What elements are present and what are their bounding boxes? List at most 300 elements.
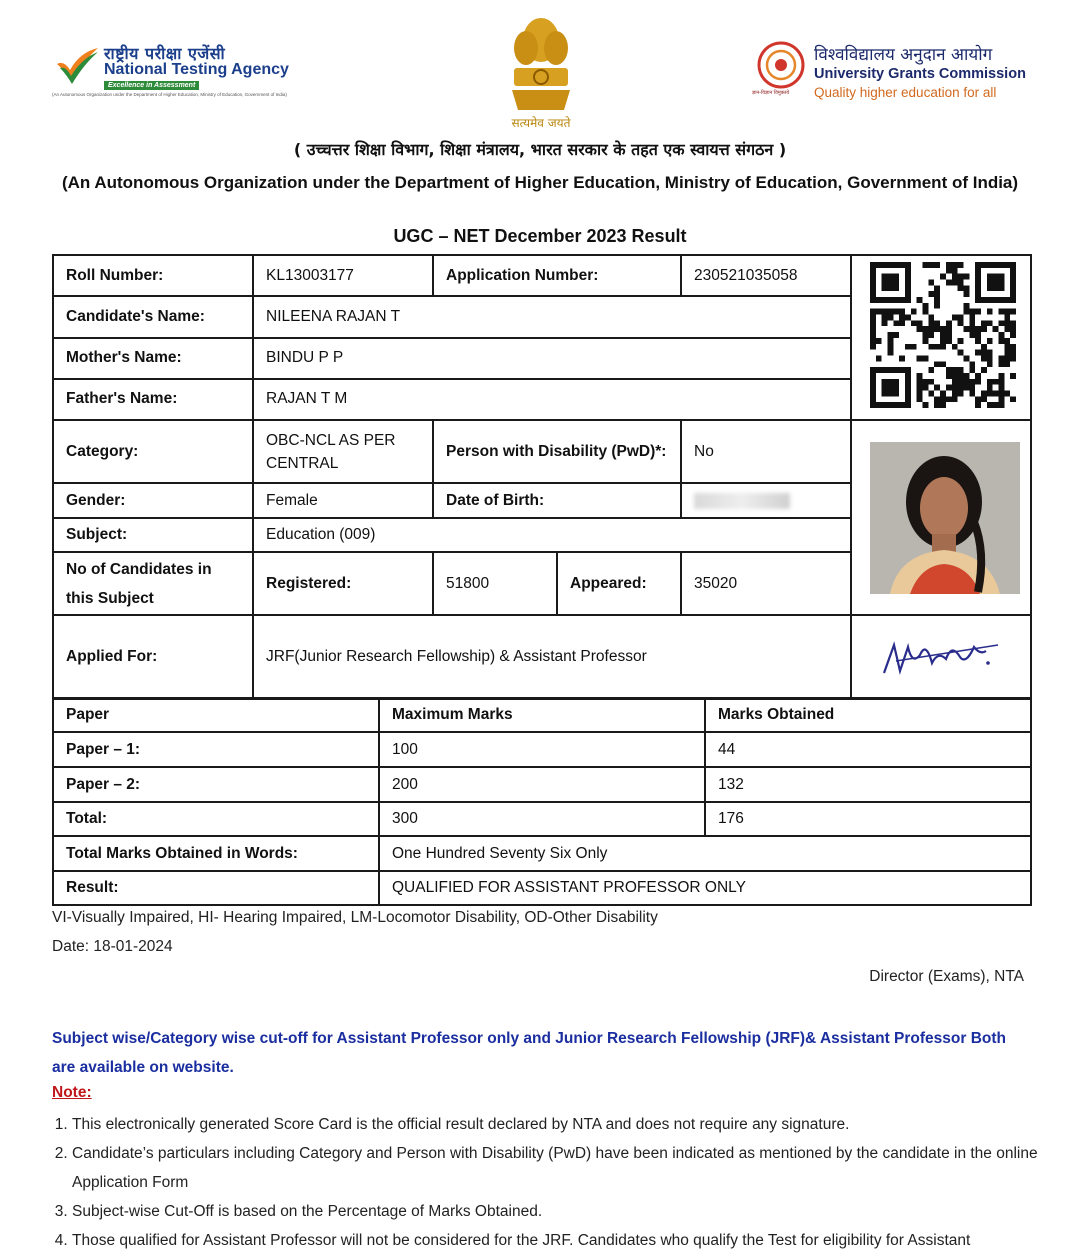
paper-name: Total:: [53, 802, 379, 836]
qr-module: [905, 373, 911, 379]
result-date: Date: 18-01-2024: [52, 938, 173, 955]
qr-module: [998, 385, 1004, 391]
qr-module: [958, 350, 964, 356]
qr-module: [870, 373, 876, 379]
qr-module: [1010, 344, 1016, 350]
qr-module: [958, 373, 964, 379]
qr-module: [946, 326, 952, 332]
qr-module: [969, 326, 975, 332]
qr-module: [923, 326, 929, 332]
qr-module: [917, 396, 923, 402]
national-emblem: [500, 10, 582, 132]
qr-module: [975, 379, 981, 385]
qr-module: [923, 262, 929, 268]
qr-module: [934, 344, 940, 350]
qr-module: [876, 297, 882, 303]
nta-hindi-name: राष्ट्रीय परीक्षा एजेंसी: [104, 44, 226, 63]
qr-module: [870, 367, 876, 373]
qr-module: [1004, 390, 1010, 396]
qr-module: [981, 367, 987, 373]
qr-module: [940, 344, 946, 350]
qr-module: [1010, 355, 1016, 361]
qr-module: [987, 402, 993, 408]
qr-module: [975, 291, 981, 297]
cutoff-notice: Subject wise/Category wise cut-off for Assistant Professor only and Junior Research Fellowship (JRF)& Assistant Professor Both are available on website.: [52, 1030, 1007, 1076]
qr-module: [998, 297, 1004, 303]
qr-module: [882, 262, 888, 268]
qr-module: [981, 344, 987, 350]
qr-module: [998, 396, 1004, 402]
qr-module: [893, 402, 899, 408]
qr-module: [1004, 315, 1010, 321]
ugc-small-text: ज्ञान-विज्ञान विमुक्तये: [752, 90, 790, 96]
qr-module: [1004, 344, 1010, 350]
qr-module: [899, 315, 905, 321]
qr-module: [917, 355, 923, 361]
qr-module: [905, 291, 911, 297]
qr-module: [888, 338, 894, 344]
qr-module: [870, 326, 876, 332]
qr-module: [969, 361, 975, 367]
candidate-name-label: Candidate's Name:: [53, 296, 253, 337]
applied-for-value: JRF(Junior Research Fellowship) & Assistant Professor: [253, 615, 851, 699]
qr-module: [952, 315, 958, 321]
qr-code: [851, 255, 1031, 420]
qr-module: [928, 344, 934, 350]
qr-module: [1010, 291, 1016, 297]
qr-module: [870, 268, 876, 274]
qr-module: [905, 297, 911, 303]
application-number-label: Application Number:: [433, 255, 681, 296]
qr-module: [998, 274, 1004, 280]
qr-module: [917, 390, 923, 396]
qr-module: [993, 402, 999, 408]
paper-max: 100: [379, 732, 705, 767]
qr-module: [888, 390, 894, 396]
qr-module: [888, 285, 894, 291]
qr-module: [958, 262, 964, 268]
qr-module: [958, 379, 964, 385]
qr-module: [893, 390, 899, 396]
table-row: [53, 767, 1031, 802]
qr-module: [981, 297, 987, 303]
qr-module: [940, 361, 946, 367]
roll-number-label: Roll Number:: [53, 255, 253, 296]
qr-module: [893, 332, 899, 338]
qr-module: [870, 309, 876, 315]
qr-module: [905, 396, 911, 402]
qr-module: [893, 262, 899, 268]
qr-module: [952, 385, 958, 391]
qr-module: [882, 402, 888, 408]
qr-module: [969, 320, 975, 326]
roll-number-value: KL13003177: [253, 255, 433, 296]
paper-obtained: 176: [705, 802, 1031, 836]
qr-module: [969, 390, 975, 396]
qr-module: [905, 367, 911, 373]
applied-for-label: Applied For:: [53, 615, 253, 699]
qr-module: [952, 396, 958, 402]
qr-module: [893, 297, 899, 303]
ugc-tagline: Quality higher education for all: [814, 85, 997, 100]
qr-module: [905, 262, 911, 268]
qr-module: [958, 285, 964, 291]
qr-module: [958, 315, 964, 321]
qr-module: [917, 297, 923, 303]
qr-module: [946, 280, 952, 286]
qr-module: [1010, 285, 1016, 291]
qr-module: [1004, 355, 1010, 361]
qr-module: [993, 390, 999, 396]
qr-module: [905, 390, 911, 396]
qr-module: [963, 326, 969, 332]
qr-module: [946, 262, 952, 268]
qr-module: [870, 390, 876, 396]
paper-obtained: 44: [705, 732, 1031, 767]
qr-module: [975, 332, 981, 338]
qr-module: [888, 297, 894, 303]
qr-module: [952, 274, 958, 280]
qr-module: [940, 338, 946, 344]
qr-module: [870, 274, 876, 280]
paper-name: Paper – 1:: [53, 732, 379, 767]
qr-module: [998, 320, 1004, 326]
qr-module: [917, 379, 923, 385]
qr-module: [1004, 326, 1010, 332]
qr-module: [917, 385, 923, 391]
nta-small-text: (An Autonomous Organization under the Department of Higher Education, Ministry of Education, Government of India): [52, 92, 287, 97]
qr-module: [917, 373, 923, 379]
nta-english-name: National Testing Agency: [104, 61, 289, 78]
qr-module: [940, 326, 946, 332]
marks-obtained-header: Marks Obtained: [705, 698, 1031, 732]
qr-module: [993, 262, 999, 268]
qr-module: [888, 315, 894, 321]
qr-module: [870, 379, 876, 385]
qr-module: [993, 326, 999, 332]
qr-module: [975, 280, 981, 286]
qr-module: [882, 367, 888, 373]
qr-module: [963, 291, 969, 297]
qr-module: [888, 350, 894, 356]
qr-module: [969, 379, 975, 385]
qr-module: [911, 344, 917, 350]
mother-name-value: BINDU P P: [253, 338, 851, 379]
dob-label: Date of Birth:: [433, 483, 681, 518]
qr-module: [963, 385, 969, 391]
qr-module: [923, 402, 929, 408]
qr-module: [975, 285, 981, 291]
qr-module: [882, 285, 888, 291]
nta-tagline: Excellence in Assessment: [104, 81, 199, 90]
qr-module: [958, 274, 964, 280]
qr-module: [987, 355, 993, 361]
qr-module: [963, 355, 969, 361]
table-row: [53, 732, 1031, 767]
qr-module: [876, 262, 882, 268]
page-title: UGC – NET December 2023 Result: [393, 226, 687, 246]
qr-module: [987, 280, 993, 286]
marks-in-words-label: Total Marks Obtained in Words:: [53, 836, 379, 871]
list-item: 4. Those qualified for Assistant Professor will not be considered for the JRF. Candidates who qualify the Test for eligibility for Assistant: [72, 1226, 1052, 1255]
qr-module: [905, 385, 911, 391]
ugc-emblem-icon: [756, 40, 806, 90]
qr-module: [923, 385, 929, 391]
qr-module: [969, 315, 975, 321]
qr-module: [975, 396, 981, 402]
qr-module: [911, 309, 917, 315]
qr-module: [969, 309, 975, 315]
qr-module: [952, 367, 958, 373]
qr-module: [958, 338, 964, 344]
qr-module: [969, 367, 975, 373]
qr-module: [870, 344, 876, 350]
qr-module: [911, 320, 917, 326]
mother-name-label: Mother's Name:: [53, 338, 253, 379]
qr-module: [870, 315, 876, 321]
qr-code-icon: [868, 262, 1018, 408]
qr-module: [969, 385, 975, 391]
qr-module: [1004, 297, 1010, 303]
qr-module: [952, 373, 958, 379]
qr-module: [975, 338, 981, 344]
qr-module: [893, 385, 899, 391]
paper-header: Paper: [53, 698, 379, 732]
qr-module: [1010, 280, 1016, 286]
qr-module: [934, 326, 940, 332]
candidate-photo: [851, 420, 1031, 615]
notes-list: [52, 1110, 1052, 1255]
subject-value: Education (009): [253, 518, 851, 552]
qr-module: [876, 338, 882, 344]
qr-module: [888, 367, 894, 373]
qr-module: [940, 332, 946, 338]
english-subtitle: (An Autonomous Organization under the Department of Higher Education, Ministry of Education, Government of India): [61, 173, 1019, 192]
qr-module: [923, 355, 929, 361]
table-row: [53, 802, 1031, 836]
appeared-value: 35020: [681, 552, 851, 615]
qr-module: [1010, 350, 1016, 356]
gender-label: Gender:: [53, 483, 253, 518]
disability-legend: VI-Visually Impaired, HI- Hearing Impaired, LM-Locomotor Disability, OD-Other Disability: [52, 909, 658, 926]
qr-module: [882, 297, 888, 303]
qr-module: [882, 274, 888, 280]
ugc-hindi-name: विश्वविद्यालय अनुदान आयोग: [814, 45, 993, 65]
qr-module: [975, 326, 981, 332]
qr-module: [987, 297, 993, 303]
qr-module: [905, 315, 911, 321]
qr-module: [1010, 262, 1016, 268]
ugc-logo: [748, 40, 1038, 105]
qr-module: [1010, 297, 1016, 303]
qr-module: [998, 332, 1004, 338]
qr-module: [940, 390, 946, 396]
qr-module: [981, 326, 987, 332]
father-name-label: Father's Name:: [53, 379, 253, 420]
qr-module: [952, 344, 958, 350]
result-label: Result:: [53, 871, 379, 905]
qr-module: [888, 274, 894, 280]
qr-module: [905, 280, 911, 286]
qr-module: [940, 402, 946, 408]
qr-module: [975, 402, 981, 408]
qr-module: [975, 297, 981, 303]
qr-module: [888, 385, 894, 391]
qr-module: [899, 297, 905, 303]
paper-name: Paper – 2:: [53, 767, 379, 802]
application-number-value: 230521035058: [681, 255, 851, 296]
qr-module: [987, 262, 993, 268]
list-item: 3. Subject-wise Cut-Off is based on the Percentage of Marks Obtained.: [72, 1197, 1052, 1226]
qr-module: [905, 268, 911, 274]
qr-module: [998, 390, 1004, 396]
qr-module: [1010, 274, 1016, 280]
qr-module: [882, 320, 888, 326]
qr-module: [952, 268, 958, 274]
qr-module: [888, 262, 894, 268]
category-value: OBC-NCL AS PER CENTRAL: [253, 420, 433, 483]
appeared-label: Appeared:: [557, 552, 681, 615]
qr-module: [876, 309, 882, 315]
qr-module: [993, 274, 999, 280]
candidate-signature: [851, 615, 1031, 699]
qr-module: [870, 332, 876, 338]
qr-module: [998, 285, 1004, 291]
qr-module: [882, 280, 888, 286]
qr-module: [1004, 309, 1010, 315]
qr-module: [940, 274, 946, 280]
qr-module: [882, 390, 888, 396]
qr-module: [998, 379, 1004, 385]
qr-module: [928, 291, 934, 297]
qr-module: [975, 274, 981, 280]
qr-module: [946, 338, 952, 344]
lion-capital-icon: [500, 10, 582, 114]
qr-module: [998, 373, 1004, 379]
qr-module: [882, 385, 888, 391]
qr-module: [946, 320, 952, 326]
qr-module: [870, 285, 876, 291]
qr-module: [981, 355, 987, 361]
qr-module: [963, 303, 969, 309]
qr-module: [934, 297, 940, 303]
hindi-subtitle: ( उच्चत्तर शिक्षा विभाग, शिक्षा मंत्रालय, भारत सरकार के तहत एक स्वायत्त संगठन ): [293, 140, 787, 159]
registered-value: 51800: [433, 552, 557, 615]
qr-module: [993, 285, 999, 291]
qr-module: [905, 402, 911, 408]
qr-module: [928, 326, 934, 332]
qr-module: [1010, 396, 1016, 402]
nta-check-icon: [54, 46, 100, 86]
qr-module: [917, 320, 923, 326]
qr-module: [899, 262, 905, 268]
qr-module: [987, 320, 993, 326]
qr-module: [870, 396, 876, 402]
qr-module: [958, 280, 964, 286]
qr-module: [928, 367, 934, 373]
qr-module: [987, 390, 993, 396]
qr-module: [899, 355, 905, 361]
qr-module: [928, 315, 934, 321]
qr-module: [952, 390, 958, 396]
paper-obtained: 132: [705, 767, 1031, 802]
marks-table: [52, 697, 1032, 906]
qr-module: [905, 379, 911, 385]
qr-module: [899, 320, 905, 326]
result-value: QUALIFIED FOR ASSISTANT PROFESSOR ONLY: [379, 871, 1031, 905]
qr-module: [870, 280, 876, 286]
qr-module: [870, 338, 876, 344]
paper-max: 300: [379, 802, 705, 836]
candidate-count-label: No of Candidates in this Subject: [53, 552, 253, 615]
qr-module: [1004, 350, 1010, 356]
qr-module: [952, 379, 958, 385]
qr-module: [987, 338, 993, 344]
qr-module: [958, 390, 964, 396]
qr-module: [934, 262, 940, 268]
qr-module: [905, 344, 911, 350]
qr-module: [876, 355, 882, 361]
max-marks-header: Maximum Marks: [379, 698, 705, 732]
dob-value: [681, 483, 851, 518]
list-item: 1. This electronically generated Score Card is the official result declared by NTA and does not require any signature.: [72, 1110, 1052, 1139]
qr-module: [870, 320, 876, 326]
qr-module: [905, 274, 911, 280]
qr-module: [870, 291, 876, 297]
qr-module: [963, 274, 969, 280]
qr-module: [998, 309, 1004, 315]
qr-module: [893, 367, 899, 373]
qr-module: [1010, 268, 1016, 274]
list-item: 2. Candidate’s particulars including Category and Person with Disability (PwD) have been indicated as mentioned by the candidate in the online Application Form: [72, 1139, 1052, 1197]
qr-module: [934, 361, 940, 367]
qr-module: [998, 280, 1004, 286]
qr-module: [969, 332, 975, 338]
qr-module: [981, 390, 987, 396]
qr-module: [987, 274, 993, 280]
qr-module: [963, 373, 969, 379]
qr-module: [958, 367, 964, 373]
qr-module: [934, 285, 940, 291]
candidate-name-value: NILEENA RAJAN T: [253, 296, 851, 337]
qr-module: [993, 379, 999, 385]
qr-module: [981, 396, 987, 402]
qr-module: [987, 385, 993, 391]
signature-icon: [876, 625, 1006, 685]
qr-module: [882, 315, 888, 321]
ugc-english-name: University Grants Commission: [814, 66, 1026, 82]
qr-module: [946, 385, 952, 391]
qr-module: [923, 379, 929, 385]
qr-module: [899, 402, 905, 408]
qr-module: [870, 402, 876, 408]
qr-module: [1004, 320, 1010, 326]
pwd-label: Person with Disability (PwD)*:: [433, 420, 681, 483]
father-name-value: RAJAN T M: [253, 379, 851, 420]
qr-module: [888, 280, 894, 286]
qr-module: [946, 373, 952, 379]
qr-module: [987, 285, 993, 291]
qr-module: [993, 280, 999, 286]
qr-module: [987, 361, 993, 367]
qr-module: [923, 309, 929, 315]
qr-module: [899, 309, 905, 315]
qr-module: [981, 350, 987, 356]
qr-module: [893, 309, 899, 315]
qr-module: [888, 309, 894, 315]
qr-module: [975, 309, 981, 315]
qr-module: [1010, 320, 1016, 326]
